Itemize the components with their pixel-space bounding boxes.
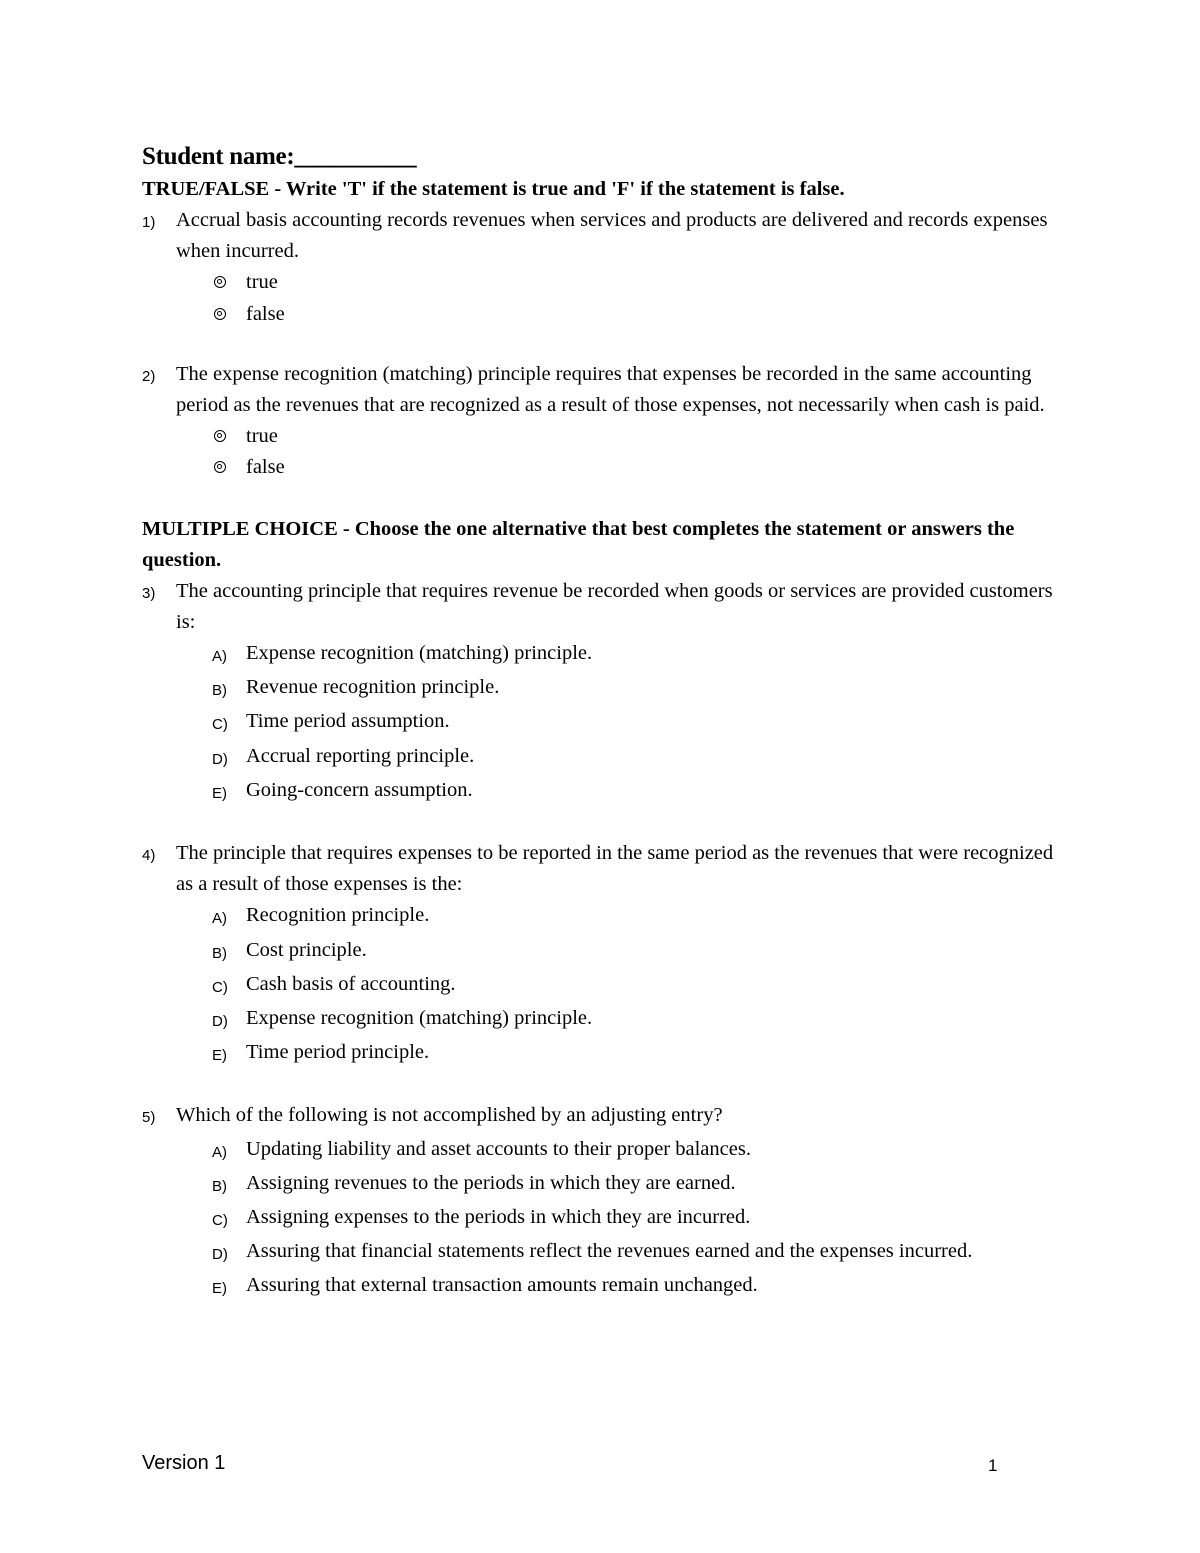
option-label: A) [212, 648, 227, 666]
option-text: Revenue recognition principle. [246, 676, 500, 699]
radio-button-icon[interactable] [214, 308, 226, 320]
option-e[interactable] [212, 1037, 1062, 1071]
option-text: Going-concern assumption. [246, 778, 473, 801]
option-text: Recognition principle. [246, 904, 430, 927]
option-label: B) [212, 1177, 227, 1195]
option-text: true [246, 271, 278, 294]
radio-button-icon[interactable] [214, 276, 226, 288]
option-label: E) [212, 784, 227, 802]
radio-button-icon[interactable] [214, 430, 226, 442]
question-text: Accrual basis accounting records revenues when services and products are delivered and records expenses when incurred. [176, 209, 1048, 263]
option-text: Expense recognition (matching) principle. [246, 1007, 593, 1030]
multiple-choice-heading: MULTIPLE CHOICE - Choose the one alternative that best completes the statement or answers the question. [142, 517, 1015, 571]
option-c[interactable] [212, 706, 1062, 740]
question-4 [142, 838, 1062, 1071]
option-text: Time period principle. [246, 1041, 430, 1064]
question-number: 4) [142, 847, 156, 865]
true-false-heading: TRUE/FALSE - Write 'T' if the statement is true and 'F' if the statement is false. [142, 178, 845, 200]
option-e[interactable] [212, 1270, 1062, 1304]
question-2 [142, 359, 1062, 484]
option-label: A) [212, 910, 227, 928]
option-label: D) [212, 1013, 228, 1031]
option-true[interactable] [212, 421, 1062, 452]
option-text: Cost principle. [246, 938, 367, 961]
question-text: The principle that requires expenses to be reported in the same period as the revenues that were recognized as a result of those expenses is the: [176, 842, 1054, 896]
option-a[interactable] [212, 1134, 1062, 1168]
option-label: D) [212, 750, 228, 768]
option-text: Accrual reporting principle. [246, 744, 475, 767]
option-label: A) [212, 1143, 227, 1161]
option-b[interactable] [212, 1168, 1062, 1202]
question-number: 2) [142, 367, 156, 385]
option-text: false [246, 302, 285, 325]
option-label: B) [212, 682, 227, 700]
option-a[interactable] [212, 638, 1062, 672]
option-label: B) [212, 944, 227, 962]
option-text: false [246, 456, 285, 479]
option-d[interactable] [212, 1003, 1062, 1037]
option-label: C) [212, 978, 228, 996]
page-content [142, 140, 1062, 1305]
option-a[interactable] [212, 900, 1062, 934]
option-text: Assuring that financial statements reflect the revenues earned and the expenses incurred. [246, 1240, 973, 1263]
option-label: D) [212, 1246, 228, 1264]
option-true[interactable] [212, 267, 1062, 298]
option-d[interactable] [212, 741, 1062, 775]
question-number: 5) [142, 1109, 156, 1127]
question-number: 1) [142, 214, 156, 231]
option-e[interactable] [212, 775, 1062, 809]
footer-version: Version 1 [142, 1452, 226, 1474]
option-label: E) [212, 1280, 227, 1298]
student-name-line: Student name:__________ [142, 143, 417, 170]
option-label: C) [212, 716, 228, 734]
question-3 [142, 576, 1062, 809]
question-5 [142, 1100, 1062, 1304]
option-false[interactable] [212, 299, 1062, 330]
option-label: C) [212, 1212, 228, 1230]
option-text: Assigning expenses to the periods in which they are incurred. [246, 1206, 751, 1229]
option-c[interactable] [212, 1202, 1062, 1236]
option-text: Assigning revenues to the periods in which they are earned. [246, 1171, 736, 1194]
option-text: Expense recognition (matching) principle. [246, 642, 593, 665]
footer-page-number: 1 [988, 1456, 998, 1475]
question-text: Which of the following is not accomplished by an adjusting entry? [176, 1104, 723, 1127]
question-number: 3) [142, 584, 156, 602]
radio-button-icon[interactable] [214, 461, 226, 473]
option-text: true [246, 425, 278, 448]
option-text: Time period assumption. [246, 710, 450, 733]
option-label: E) [212, 1047, 227, 1065]
option-d[interactable] [212, 1236, 1062, 1270]
question-1 [142, 205, 1062, 330]
option-false[interactable] [212, 452, 1062, 483]
option-text: Cash basis of accounting. [246, 972, 456, 995]
option-text: Updating liability and asset accounts to their proper balances. [246, 1137, 751, 1160]
question-text: The accounting principle that requires revenue be recorded when goods or services are provided customers is: [176, 579, 1053, 633]
option-c[interactable] [212, 969, 1062, 1003]
question-text: The expense recognition (matching) principle requires that expenses be recorded in the same accounting period as the revenues that are recognized as a result of those expenses, not necessarily when cash is paid. [176, 362, 1045, 417]
option-text: Assuring that external transaction amounts remain unchanged. [246, 1274, 758, 1297]
option-b[interactable] [212, 935, 1062, 969]
option-b[interactable] [212, 672, 1062, 706]
